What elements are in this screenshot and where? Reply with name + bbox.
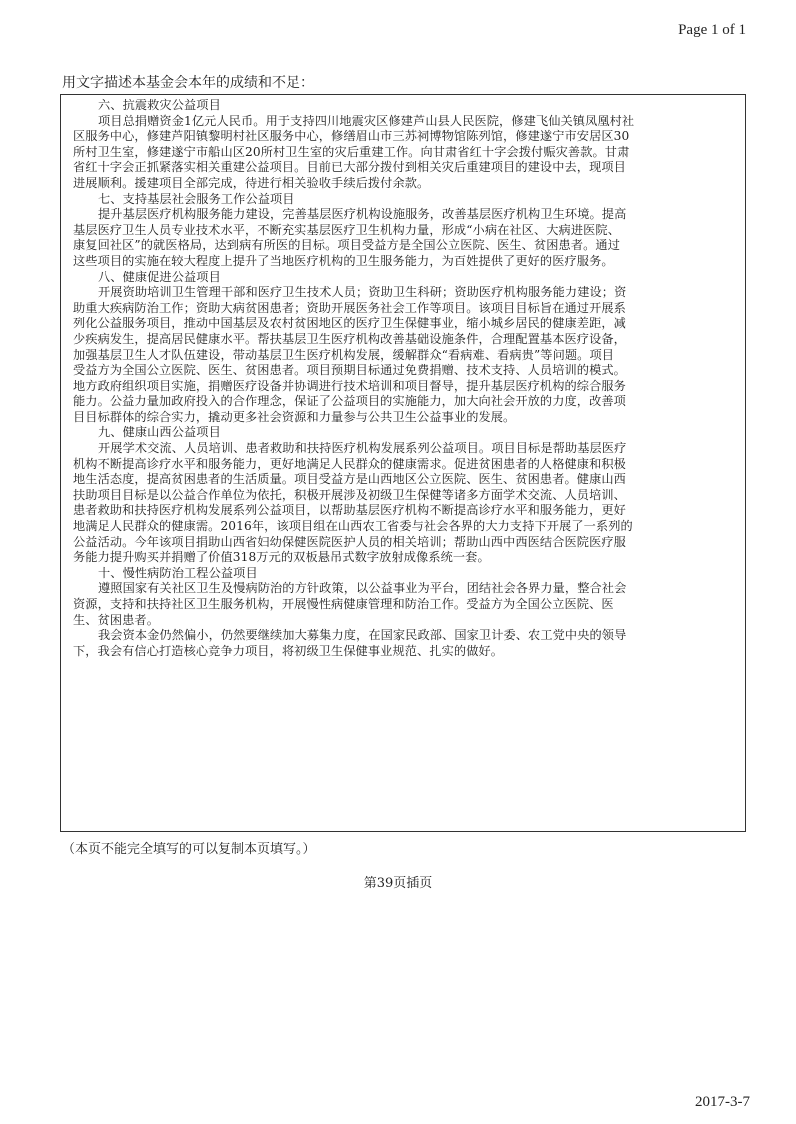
text-line: 所村卫生室，修建遂宁市船山区20所村卫生室的灾后重建工作。向甘肃省红十字会拨付赈灾善款。甘肃 [73, 144, 630, 159]
text-line: 助重大疾病防治工作；资助大病贫困患者；资助开展医务社会工作等项目。该项目目标旨在通过开展系 [73, 300, 626, 315]
text-line: 基层医疗卫生人员专业技术水平，不断充实基层医疗卫生机构力量，形成“小病在社区、大病进医院、 [73, 222, 620, 237]
text-line: 省红十字会正抓紧落实相关重建公益项目。目前已大部分拨付到相关灾后重建项目的建设中去，现项目 [73, 160, 626, 175]
text-line: 目目标群体的综合实力，撬动更多社会资源和力量参与公共卫生公益事业的发展。 [73, 409, 516, 424]
text-line: 七、支持基层社会服务工作公益项目 [98, 191, 295, 206]
text-line: 能力。公益力量加政府投入的合作理念，保证了公益项目的实施能力，加大向社会开放的力度，改善项 [73, 394, 626, 409]
text-line: 下，我会有信心打造核心竞争力项目，将初级卫生保健事业规范、扎实的做好。 [73, 643, 504, 658]
text-line: 务能力提升购买并捐赠了价值318万元的双板悬吊式数字放射成像系统一套。 [73, 550, 490, 565]
text-line: 这些项目的实施在较大程度上提升了当地医疗机构的卫生服务能力，为百姓提供了更好的医疗服务。 [73, 253, 614, 268]
page-number: Page 1 of 1 [678, 22, 746, 38]
text-line: 加强基层卫生人才队伍建设，带动基层卫生医疗机构发展，缓解群众“看病难、看病贵”等问题。项目 [73, 347, 615, 362]
text-line: 列化公益服务项目，推动中国基层及农村贫困地区的医疗卫生保健事业，缩小城乡居民的健康差距，减 [73, 316, 626, 331]
print-date: 2017-3-7 [695, 1094, 750, 1110]
insert-page-label: 第39页插页 [363, 876, 433, 891]
form-prompt: 用文字描述本基金会本年的成绩和不足： [62, 75, 314, 91]
text-line: 扶助项目目标是以公益合作单位为依托，积极开展涉及初级卫生保健等诸多方面学术交流、人员培训、 [73, 487, 626, 502]
text-line: 八、健康促进公益项目 [98, 269, 221, 284]
text-line: 公益活动。今年该项目捐助山西省妇幼保健医院医护人员的相关培训；帮助山西中西医结合医院医疗服 [73, 534, 626, 549]
text-line: 开展学术交流、人员培训、患者救助和扶持医疗机构发展系列公益项目。项目目标是帮助基层医疗 [98, 441, 627, 456]
text-line: 遵照国家有关社区卫生及慢病防治的方针政策，以公益事业为平台，团结社会各界力量，整合社会 [98, 581, 627, 596]
text-line: 少疾病发生，提高居民健康水平。帮扶基层卫生医疗机构改善基础设施条件，合理配置基本医疗设备， [73, 331, 626, 346]
text-line: 项目总捐赠资金1亿元人民币。用于支持四川地震灾区修建芦山县人民医院，修建飞仙关镇凤凰村社 [98, 113, 635, 128]
text-line: 患者救助和扶持医疗机构发展系列公益项目，以帮助基层医疗机构不断提高诊疗水平和服务能力，更好 [73, 503, 626, 518]
text-line: 受益方为全国公立医院、医生、贫困患者。项目预期目标通过免费捐赠、技术支持、人员培训的模式。 [73, 363, 626, 378]
text-line: 六、抗震救灾公益项目 [98, 98, 221, 112]
text-line: 地方政府组织项目实施，捐赠医疗设备并协调进行技术培训和项目督导，提升基层医疗机构的综合服务 [73, 378, 626, 393]
text-line: 进展顺利。援建项目全部完成，待进行相关验收手续后拨付余款。 [73, 175, 430, 190]
text-line: 开展资助培训卫生管理干部和医疗卫生技术人员；资助卫生科研；资助医疗机构服务能力建设；资 [98, 285, 627, 300]
copy-note: （本页不能完全填写的可以复制本页填写。） [62, 842, 316, 857]
text-line: 我会资本金仍然偏小，仍然要继续加大募集力度，在国家民政部、国家卫计委、农工党中央的领导 [98, 628, 627, 643]
text-line: 地生活态度，提高贫困患者的生活质量。项目受益方是山西地区公立医院、医生、贫困患者。健康山西 [73, 472, 626, 487]
text-line: 资源，支持和扶持社区卫生服务机构，开展慢性病健康管理和防治工作。受益方为全国公立医院、医 [73, 597, 614, 611]
text-line: 提升基层医疗机构服务能力建设，完善基层医疗机构设施服务，改善基层医疗机构卫生环境。提高 [98, 207, 627, 222]
text-line: 机构不断提高诊疗水平和服务能力，更好地满足人民群众的健康需求。促进贫困患者的人格健康和积极 [73, 456, 626, 471]
text-line: 九、健康山西公益项目 [98, 425, 221, 440]
text-line: 十、慢性病防治工程公益项目 [98, 565, 258, 580]
text-line: 区服务中心，修建芦阳镇黎明村社区服务中心，修缮眉山市三苏祠博物馆陈列馆，修建遂宁市安居区30 [73, 129, 630, 144]
text-line: 生、贫困患者。 [73, 612, 160, 627]
text-line: 康复回社区”的就医格局，达到病有所医的目标。项目受益方是全国公立医院、医生、贫困患者。通过 [73, 238, 620, 253]
text-line: 地满足人民群众的健康需。2016年，该项目组在山西农工省委与社会各界的大力支持下开展了一系列的 [73, 519, 633, 534]
content-box [60, 94, 746, 832]
